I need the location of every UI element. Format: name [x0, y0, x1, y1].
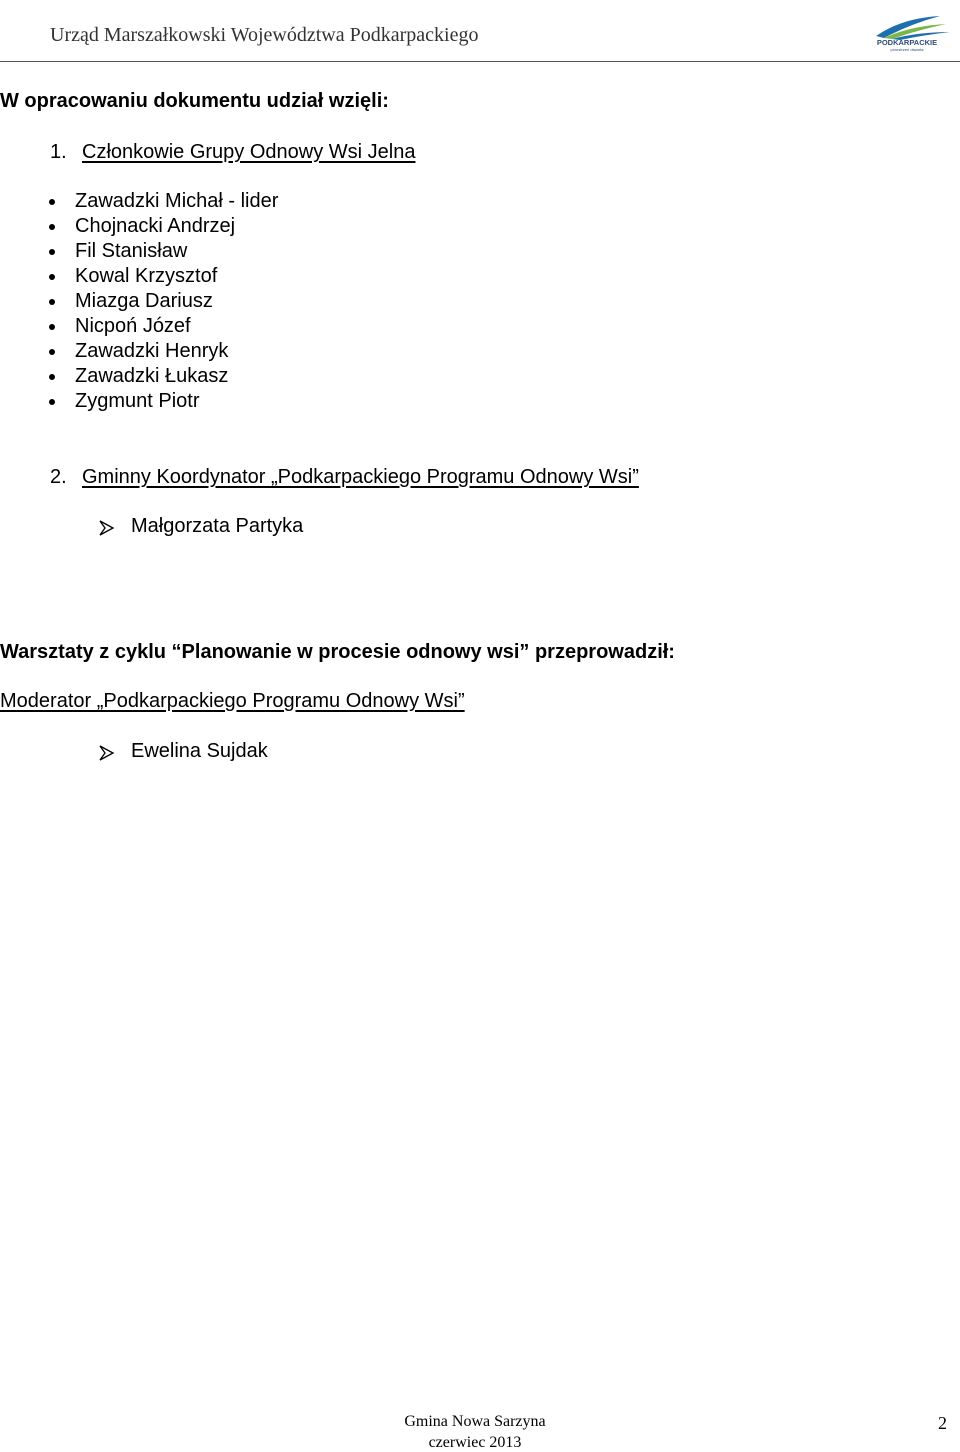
page-number: 2 [938, 1413, 947, 1433]
bullet-dot-icon [49, 349, 55, 355]
bullet-dot-icon [49, 299, 55, 305]
list-number-1: 1. [50, 141, 67, 163]
workshops-heading: Warsztaty z cyklu “Planowanie w procesie odnowy wsi” przeprowadził: [0, 641, 675, 663]
arrowhead-bullet-icon [98, 519, 116, 537]
logo-tagline: przestrzeń otwarta [890, 47, 924, 52]
list-item: Kowal Krzysztof [0, 264, 278, 289]
moderator-subheading: Moderator „Podkarpackiego Programu Odnowy Wsi” [0, 690, 465, 712]
header-title: Urząd Marszałkowski Województwa Podkarpackiego [50, 24, 479, 46]
bullet-dot-icon [49, 224, 55, 230]
coordinator-name: Małgorzata Partyka [131, 515, 304, 537]
item-2-title: Gminny Koordynator „Podkarpackiego Programu Odnowy Wsi” [82, 466, 639, 488]
bullet-dot-icon [49, 399, 55, 405]
list-number-2: 2. [50, 466, 67, 488]
footer-date: czerwiec 2013 [428, 1434, 522, 1451]
list-item: Nicpoń Józef [0, 314, 278, 339]
list-item: Miazga Dariusz [0, 289, 278, 314]
list-item: Chojnacki Andrzej [0, 214, 278, 239]
logo-text: PODKARPACKIE [876, 38, 938, 47]
bullet-dot-icon [49, 374, 55, 380]
footer-municipality: Gmina Nowa Sarzyna [404, 1413, 546, 1430]
list-item: Zawadzki Łukasz [0, 364, 278, 389]
list-item: Zawadzki Henryk [0, 339, 278, 364]
bullet-dot-icon [49, 324, 55, 330]
bullet-dot-icon [49, 274, 55, 280]
bullet-dot-icon [49, 249, 55, 255]
podkarpackie-logo [862, 12, 952, 52]
section-heading: W opracowaniu dokumentu udział wzięli: [0, 90, 389, 112]
list-item: Zawadzki Michał - lider [0, 189, 278, 214]
list-item: Zygmunt Piotr [0, 389, 278, 414]
members-list [0, 189, 278, 414]
item-1-title: Członkowie Grupy Odnowy Wsi Jelna [82, 141, 416, 163]
arrowhead-bullet-icon [98, 744, 116, 762]
header-divider [0, 61, 960, 62]
moderator-name: Ewelina Sujdak [131, 740, 268, 762]
bullet-dot-icon [49, 199, 55, 205]
list-item: Fil Stanisław [0, 239, 278, 264]
